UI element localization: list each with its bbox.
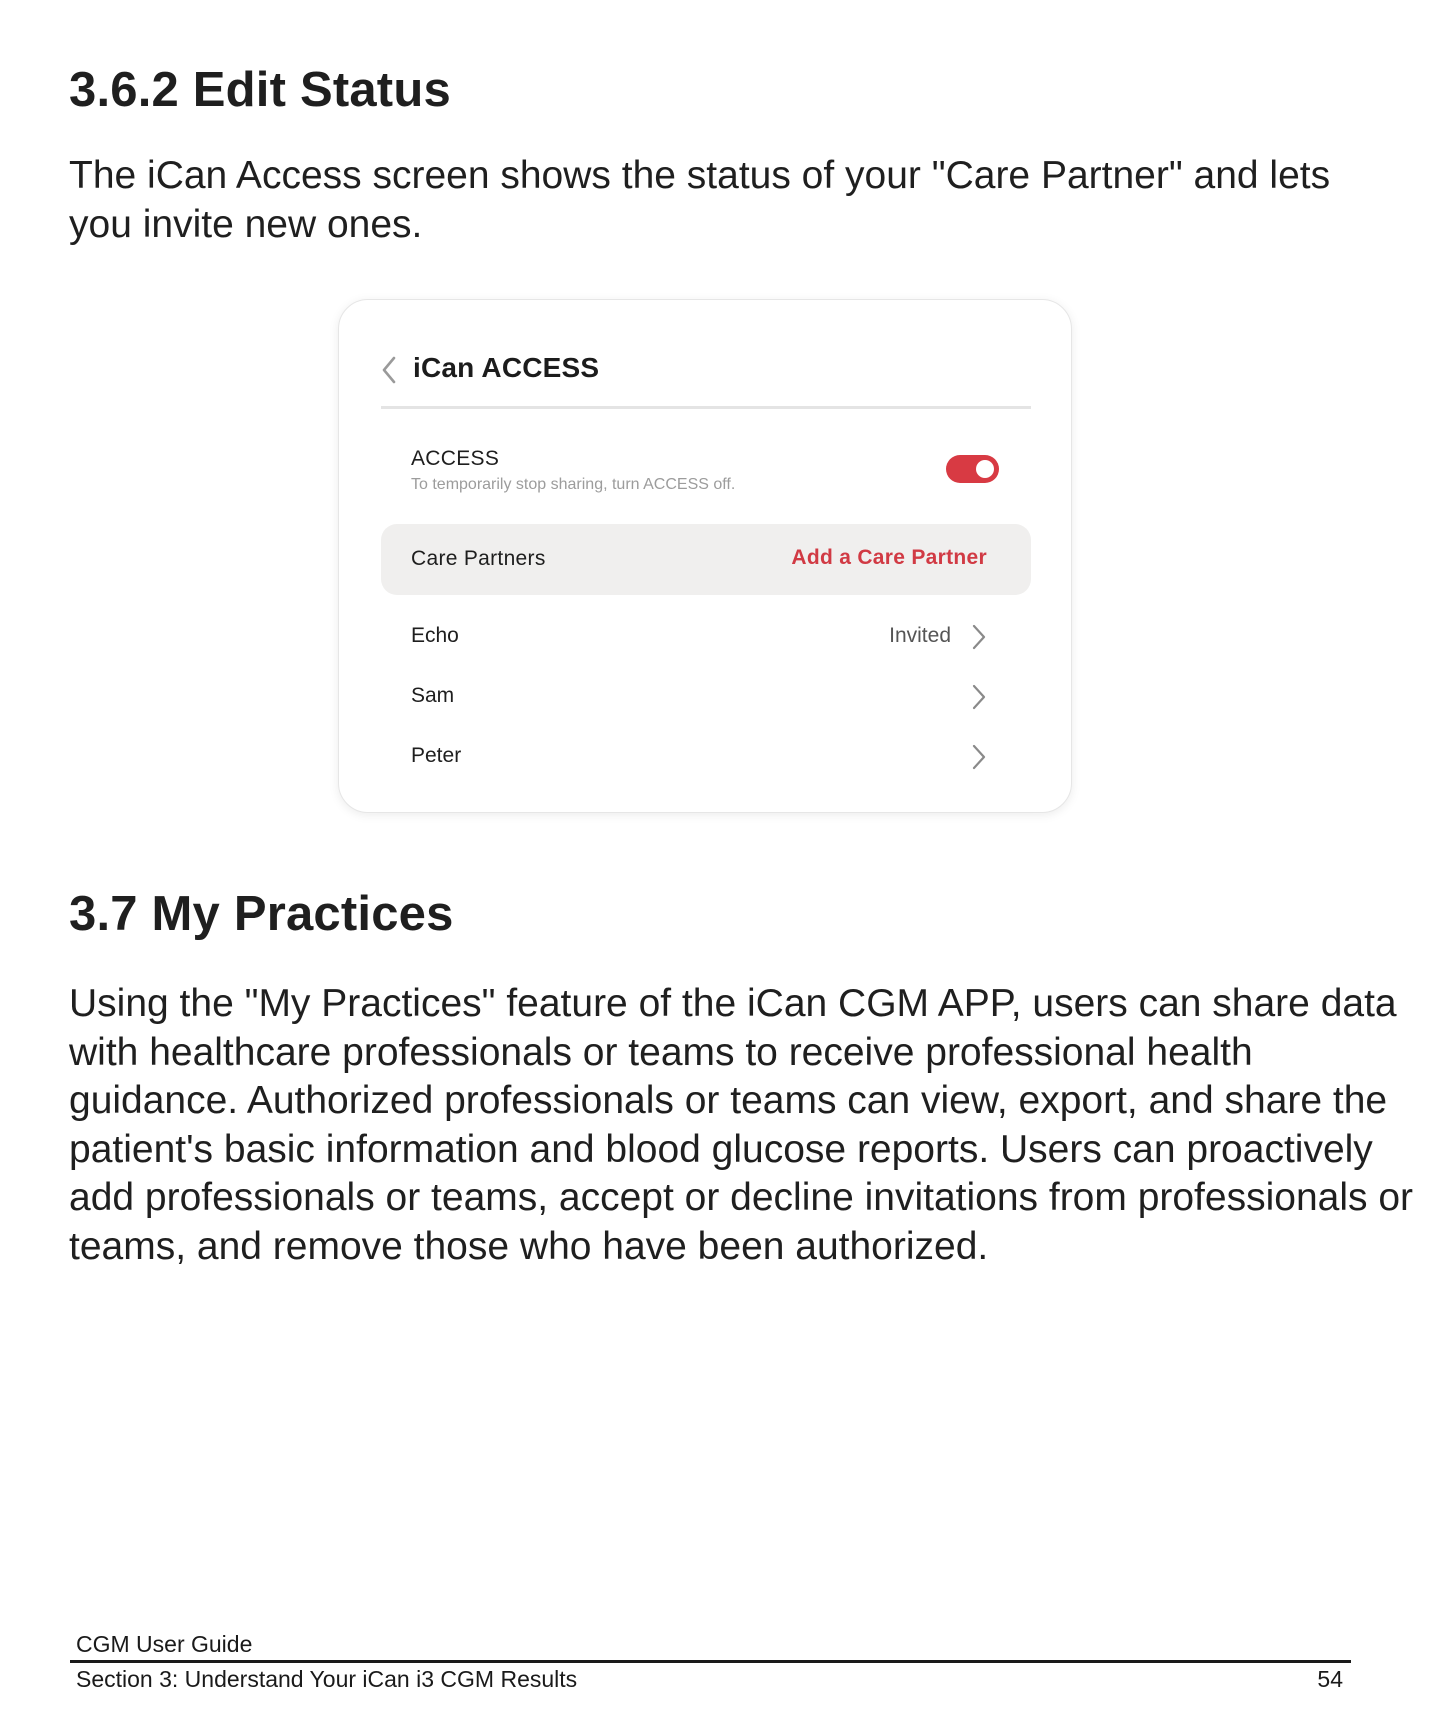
intro-paragraph: The iCan Access screen shows the status of your "Care Partner" and lets you invite new ones. [69,154,1331,246]
access-hint: To temporarily stop sharing, turn ACCESS off. [411,476,736,493]
screen-header [379,348,1029,404]
partner-name: Echo [411,624,459,647]
screen-title: iCan ACCESS [413,352,600,383]
chevron-right-icon [971,743,987,771]
chevron-right-icon [971,683,987,711]
header-divider [381,406,1031,409]
care-partners-label: Care Partners [411,547,546,570]
footer-guide-title: CGM User Guide [76,1631,253,1657]
partner-status: Invited [889,624,951,647]
section-heading-edit-status: 3.6.2 Edit Status [69,63,451,117]
partner-name: Peter [411,744,462,767]
toggle-knob [976,460,994,478]
page-number: 54 [1317,1666,1343,1692]
partner-row-echo[interactable] [381,611,1031,661]
access-label: ACCESS [411,447,500,470]
add-care-partner-button[interactable]: Add a Care Partner [791,546,987,569]
partner-row-sam[interactable] [381,671,1031,721]
my-practices-paragraph: Using the "My Practices" feature of the iCan CGM APP, users can share data with healthcare professionals or teams to receive professional health guidance. Authorized professionals or teams can view, export, and share the patient's basic information and blood glucose reports. Users can proactively add professionals or teams, accept or decline invitations from professionals or teams, and remove those who have been authorized. [69,982,1413,1268]
footer-divider [70,1660,1351,1663]
partner-row-peter[interactable] [381,731,1031,781]
care-partners-bar [381,524,1031,595]
footer-section-title: Section 3: Understand Your iCan i3 CGM Results [76,1666,578,1692]
chevron-left-icon[interactable] [379,354,401,386]
ican-access-screenshot [338,299,1072,813]
access-toggle[interactable] [946,455,999,483]
section-heading-my-practices: 3.7 My Practices [69,887,454,941]
partner-name: Sam [411,684,455,707]
chevron-right-icon [971,623,987,651]
